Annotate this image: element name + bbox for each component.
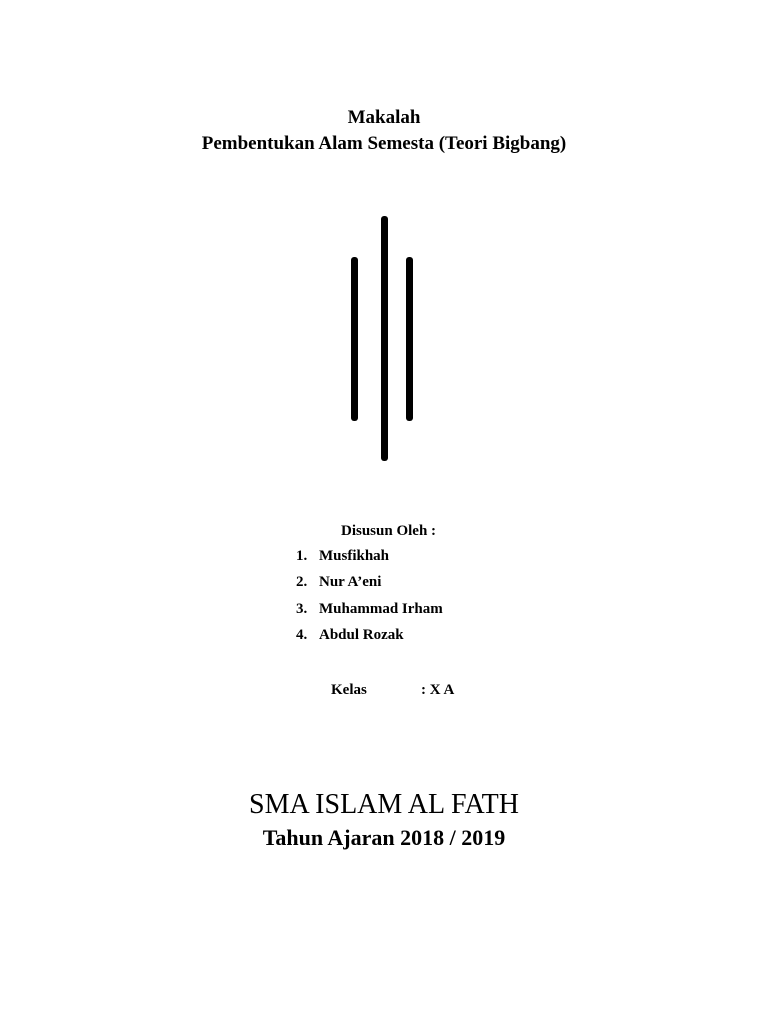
author-name: Abdul Rozak [319, 626, 404, 643]
list-item [296, 625, 443, 651]
school-name: SMA ISLAM AL FATH [249, 789, 519, 820]
list-item [296, 572, 443, 598]
left-bar [351, 257, 358, 421]
author-name: Muhammad Irham [319, 600, 443, 617]
class-label: Kelas [331, 682, 367, 698]
author-list [296, 546, 443, 651]
author-name: Musfikhah [319, 548, 390, 564]
author-name: Nur A’eni [319, 574, 382, 591]
class-info [331, 680, 454, 700]
vertical-bars-ornament [348, 216, 418, 462]
class-value: : X A [421, 682, 455, 698]
author-number: 3. [296, 600, 308, 617]
compiled-by-heading: Disusun Oleh : [341, 523, 437, 539]
document-type: Makalah [347, 107, 421, 128]
right-bar [406, 257, 413, 421]
center-bar [381, 216, 388, 461]
author-number: 2. [296, 574, 308, 591]
academic-year: Tahun Ajaran 2018 / 2019 [262, 825, 506, 850]
author-number: 4. [296, 626, 308, 643]
author-number: 1. [296, 548, 308, 564]
list-item [296, 546, 443, 572]
list-item [296, 599, 443, 625]
document-title: Pembentukan Alam Semesta (Teori Bigbang) [201, 133, 567, 154]
